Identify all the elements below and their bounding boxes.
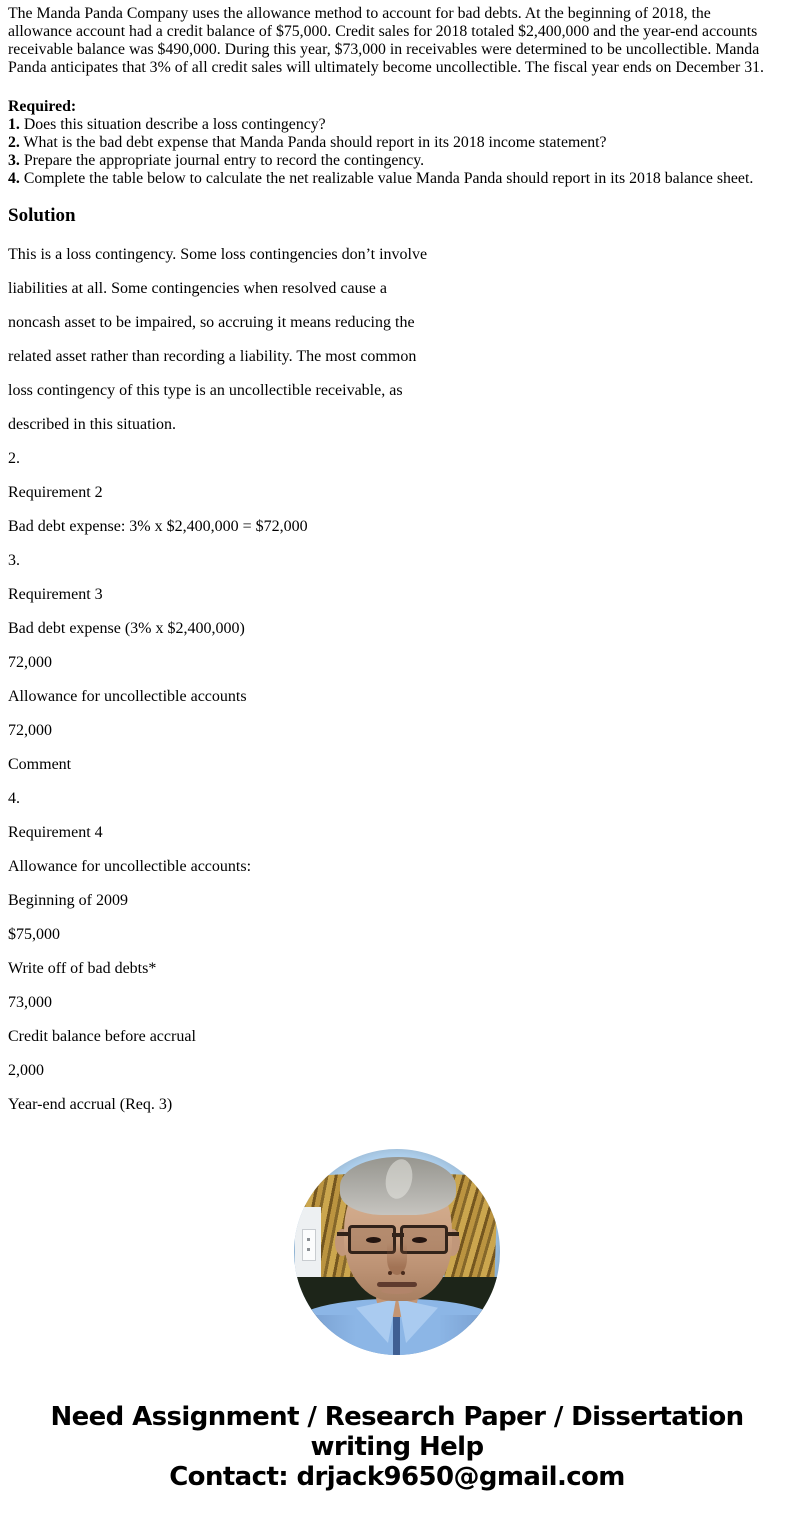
solution-line: Allowance for uncollectible accounts:: [8, 858, 252, 875]
solution-line: 72,000: [8, 654, 52, 671]
required-section: [8, 98, 753, 188]
solution-line: 2.: [8, 450, 20, 467]
solution-line: related asset rather than recording a liability. The most common: [8, 348, 417, 365]
glasses-right-lens: [400, 1225, 448, 1254]
solution-line: Comment: [8, 756, 72, 773]
left-eye: [366, 1237, 381, 1243]
solution-heading: Solution: [8, 205, 76, 226]
required-item-4: [8, 170, 753, 188]
solution-line: 2,000: [8, 1062, 44, 1079]
intro-line: allowance account had a credit balance of $75,000. Credit sales for 2018 totaled $2,400,000 and the year-end accounts: [8, 23, 758, 40]
footer-line: Need Assignment / Research Paper / Dissertation: [50, 1402, 744, 1432]
mouth: [377, 1282, 417, 1287]
item-number: 4.: [8, 170, 20, 187]
item-text: Complete the table below to calculate the net realizable value Manda Panda should report in its 2018 balance sheet.: [23, 170, 754, 187]
solution-line: $75,000: [8, 926, 60, 943]
solution-line: 3.: [8, 552, 20, 569]
solution-line: 73,000: [8, 994, 52, 1011]
solution-line: described in this situation.: [8, 416, 176, 433]
presenter-photo: [294, 1149, 500, 1355]
item-number: 3.: [8, 152, 20, 169]
solution-line: Year-end accrual (Req. 3): [8, 1096, 173, 1113]
footer-line: writing Help: [310, 1432, 484, 1462]
intro-line: The Manda Panda Company uses the allowance method to account for bad debts. At the beginning of 2018, the: [8, 5, 711, 22]
intro-line: receivable balance was $490,000. During this year, $73,000 in receivables were determined to be uncollectible. Manda: [8, 41, 760, 58]
footer-contact: Contact: drjack9650@gmail.com: [169, 1462, 625, 1492]
item-text: What is the bad debt expense that Manda Panda should report in its 2018 income statement?: [23, 134, 607, 151]
solution-line: noncash asset to be impaired, so accruing it means reducing the: [8, 314, 415, 331]
nostrils: [388, 1271, 392, 1275]
item-text: Prepare the appropriate journal entry to record the contingency.: [23, 152, 425, 169]
solution-line: liabilities at all. Some contingencies when resolved cause a: [8, 280, 387, 297]
glasses-temple-left: [337, 1232, 349, 1236]
lower-lip: [381, 1288, 413, 1294]
glasses-temple-right: [447, 1232, 459, 1236]
required-item-1: [8, 116, 753, 134]
solution-line: Beginning of 2009: [8, 892, 128, 909]
solution-line: Allowance for uncollectible accounts: [8, 688, 247, 705]
required-item-2: [8, 134, 753, 152]
item-number: 2.: [8, 134, 20, 151]
solution-line: Credit balance before accrual: [8, 1028, 196, 1045]
solution-line: 72,000: [8, 722, 52, 739]
required-heading: Required:: [8, 98, 77, 115]
solution-line: Write off of bad debts*: [8, 960, 157, 977]
item-text: Does this situation describe a loss contingency?: [23, 116, 326, 133]
footer-banner: [0, 1402, 794, 1492]
item-number: 1.: [8, 116, 20, 133]
solution-body: [8, 238, 792, 1122]
solution-line: Requirement 4: [8, 824, 103, 841]
right-eye: [412, 1237, 427, 1243]
shirt-placket: [393, 1317, 400, 1355]
wall-outlet: [302, 1229, 316, 1261]
required-item-3: [8, 152, 753, 170]
solution-line: loss contingency of this type is an uncollectible receivable, as: [8, 382, 403, 399]
solution-line: Bad debt expense: 3% x $2,400,000 = $72,000: [8, 518, 308, 535]
solution-line: 4.: [8, 790, 20, 807]
glasses-bridge: [392, 1233, 404, 1237]
solution-line: Requirement 2: [8, 484, 103, 501]
solution-line: Bad debt expense (3% x $2,400,000): [8, 620, 245, 637]
solution-line: Requirement 3: [8, 586, 103, 603]
solution-line: This is a loss contingency. Some loss contingencies don’t involve: [8, 246, 428, 263]
intro-line: Panda anticipates that 3% of all credit sales will ultimately become uncollectible. The fiscal year ends on December 31.: [8, 59, 764, 76]
intro-paragraph: [8, 5, 792, 77]
